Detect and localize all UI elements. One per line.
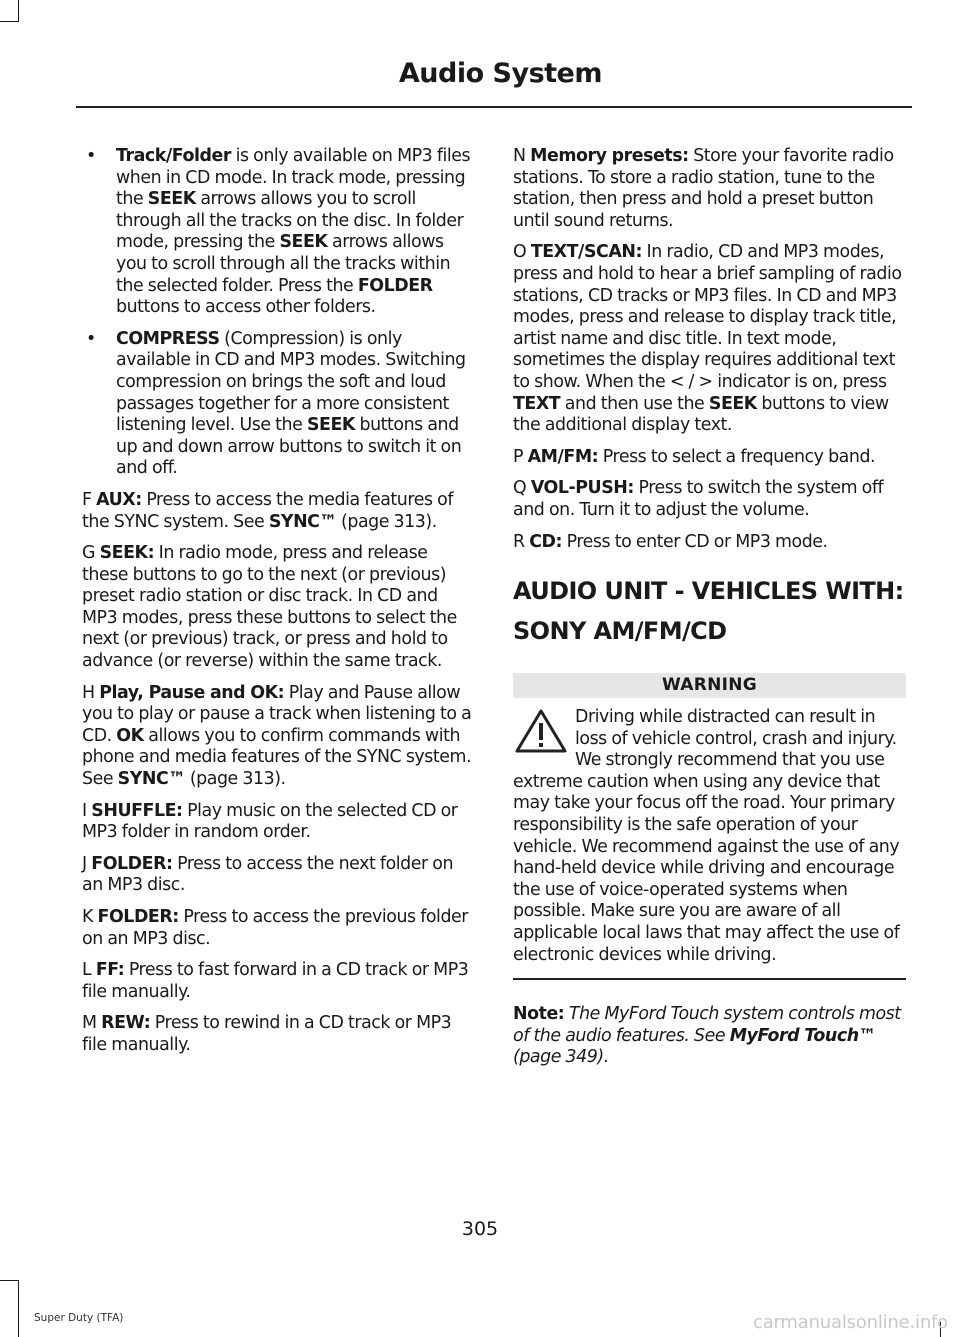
- bold-term: FOLDER: [357, 275, 433, 296]
- section-heading-line-1: AUDIO UNIT - VEHICLES WITH:: [513, 577, 904, 606]
- text-run: O: [513, 242, 531, 263]
- warning-box: [513, 707, 906, 966]
- text-run: (page 313).: [185, 769, 286, 790]
- bold-term: SYNC™: [117, 769, 186, 790]
- header-divider: [76, 106, 912, 108]
- bold-term: TEXT/SCAN:: [530, 242, 642, 263]
- watermark: carmanualsonline.info: [753, 1312, 948, 1333]
- note-paragraph: [513, 1004, 906, 1069]
- text-run: arrows allows you to scroll through all the tracks within the selected folder. Press the: [116, 232, 451, 296]
- bold-term: Track/Folder: [116, 146, 231, 166]
- text-run: and then use the: [560, 393, 709, 414]
- bold-term: REW:: [101, 1013, 151, 1034]
- text-run: buttons to view the additional display text.: [513, 393, 889, 436]
- section-heading-line-2: SONY AM/FM/CD: [513, 617, 727, 646]
- text-run: Store your favorite radio stations. To store a radio station, tune to the station, then press and hold a preset button until sound returns.: [513, 146, 894, 231]
- text-run: Play music on the selected CD or MP3 folder in random order.: [82, 800, 458, 843]
- bold-term: MyFord Touch™: [729, 1025, 876, 1046]
- control-description: [513, 478, 906, 521]
- crop-mark-top-left-horizontal: [0, 21, 19, 22]
- control-description: [82, 683, 476, 791]
- text-run: R: [513, 531, 530, 552]
- text-run: F: [82, 489, 97, 510]
- text-run: Press to access the media features of the SYNC system. See: [82, 489, 453, 532]
- control-description: [82, 490, 476, 533]
- text-run: K: [82, 907, 98, 927]
- bold-term: FOLDER:: [91, 853, 173, 874]
- control-description: [82, 854, 476, 897]
- left-column: [82, 146, 476, 1067]
- text-run: J: [82, 853, 92, 874]
- control-description: [82, 960, 476, 1003]
- control-description: [82, 543, 476, 673]
- text-run: In radio, CD and MP3 modes, press and hold to hear a brief sampling of radio stations, CD tracks or MP3 files. In CD and MP3 modes, press and release to display track title, artist name and disc title. In text mode, sometimes the display requires additional text to show. When the < / > indicator is on, press: [513, 242, 902, 392]
- bold-term: SEEK: [306, 415, 355, 436]
- bold-term: VOL-PUSH:: [530, 478, 634, 499]
- bold-term: OK: [116, 725, 144, 746]
- control-description: [513, 146, 906, 232]
- text-run: Press to access the next folder on an MP3 disc.: [82, 853, 454, 896]
- text-run: Play and Pause allow you to play or pause a track when listening to a CD.: [82, 682, 472, 746]
- text-run: Press to switch the system off and on. Turn it to adjust the volume.: [513, 478, 884, 520]
- text-run: M: [82, 1013, 102, 1034]
- right-paragraphs: [513, 146, 906, 553]
- section-heading: [513, 571, 906, 651]
- left-paragraphs: [82, 490, 476, 1057]
- text-run: In radio mode, press and release these buttons to go to the next (or previous) preset radio station or disc track. In CD and MP3 modes, press these buttons to select the next (or previous) track, or press and hold to advance (or reverse) within the same track.: [82, 543, 457, 672]
- control-description: [82, 1013, 476, 1056]
- bold-term: Note:: [513, 1004, 565, 1025]
- text-run: Press to enter CD or MP3 mode.: [562, 531, 828, 552]
- text-run: buttons to access other folders.: [116, 297, 376, 318]
- page-number: 305: [461, 1218, 499, 1240]
- footer-model: Super Duty (TFA): [34, 1312, 124, 1324]
- bold-term: Memory presets:: [530, 146, 689, 166]
- crop-mark-bottom-left-vertical: [18, 1280, 19, 1337]
- text-run: P: [513, 446, 528, 467]
- text-run: G: [82, 543, 100, 564]
- bullet-item: [82, 146, 476, 319]
- bold-term: AUX:: [96, 489, 142, 510]
- bold-term: FF:: [95, 960, 125, 981]
- text-run: N: [513, 146, 531, 166]
- bold-term: SEEK:: [99, 543, 155, 564]
- bold-term: AM/FM:: [527, 446, 599, 467]
- control-description: [82, 801, 476, 844]
- text-run: (Compression) is only available in CD and MP3 modes. Switching compression on brings the soft and loud passages together for a more consistent listening level. Use the: [116, 328, 466, 436]
- bold-term: SEEK: [708, 393, 757, 414]
- right-column: [513, 146, 906, 1069]
- text-run: I: [82, 800, 92, 821]
- bold-term: SEEK: [279, 232, 328, 253]
- bold-term: TEXT: [513, 393, 561, 414]
- text-run: Press to fast forward in a CD track or MP3 file manually.: [82, 960, 469, 1002]
- text-run: allows you to confirm commands with phone and media features of the SYNC system. See: [82, 725, 472, 790]
- bold-term: CD:: [529, 531, 563, 552]
- control-description: [513, 532, 906, 554]
- control-description: [82, 907, 476, 950]
- bold-term: Play, Pause and OK:: [99, 682, 285, 703]
- warning-triangle-icon: [513, 708, 569, 754]
- bold-term: COMPRESS: [116, 328, 220, 349]
- bold-term: SYNC™: [268, 511, 337, 532]
- text-run: The MyFord Touch system controls most of the audio features. See: [513, 1004, 901, 1046]
- warning-text: Driving while distracted can result in loss of vehicle control, crash and injury. We strongly recommend that you use extreme caution when using any device that may take your focus off the road. Your primary responsibility is the safe operation of your vehicle. We recommend against the use of any hand-held device while driving and encourage the use of voice-operated systems when possible. Make sure you are aware of all applicable local laws that may affect the use of electronic devices while driving.: [513, 707, 900, 965]
- control-description: [513, 242, 906, 436]
- bullet-list: [82, 146, 476, 480]
- control-description: [513, 447, 906, 469]
- bold-term: SEEK: [147, 189, 196, 210]
- text-run: arrows allows you to scroll through all the tracks on the disc. In folder mode, pressing the: [116, 189, 464, 253]
- crop-mark-top-left-vertical: [18, 0, 19, 22]
- warning-divider: [513, 978, 906, 980]
- bullet-icon: •: [86, 328, 96, 349]
- bold-term: FOLDER:: [97, 907, 179, 927]
- text-run: buttons and up and down arrow buttons to switch it on and off.: [116, 415, 462, 479]
- bullet-icon: •: [86, 146, 96, 166]
- bullet-item: [82, 329, 476, 480]
- text-run: (page 313).: [336, 511, 437, 532]
- text-run: Q: [513, 478, 531, 499]
- text-run: Press to select a frequency band.: [598, 446, 876, 467]
- crop-mark-bottom-left-horizontal: [0, 1280, 19, 1281]
- text-run: H: [82, 682, 100, 703]
- text-run: L: [82, 960, 96, 981]
- text-run: Press to access the previous folder on an MP3 disc.: [82, 907, 468, 949]
- text-run: is only available on MP3 files when in CD mode. In track mode, pressing the: [116, 146, 471, 210]
- text-run: (page 349).: [513, 1047, 609, 1068]
- page-title: Audio System: [398, 58, 602, 89]
- warning-label: WARNING: [513, 673, 906, 698]
- text-run: Press to rewind in a CD track or MP3 file manually.: [82, 1013, 452, 1055]
- bold-term: SHUFFLE:: [91, 800, 183, 821]
